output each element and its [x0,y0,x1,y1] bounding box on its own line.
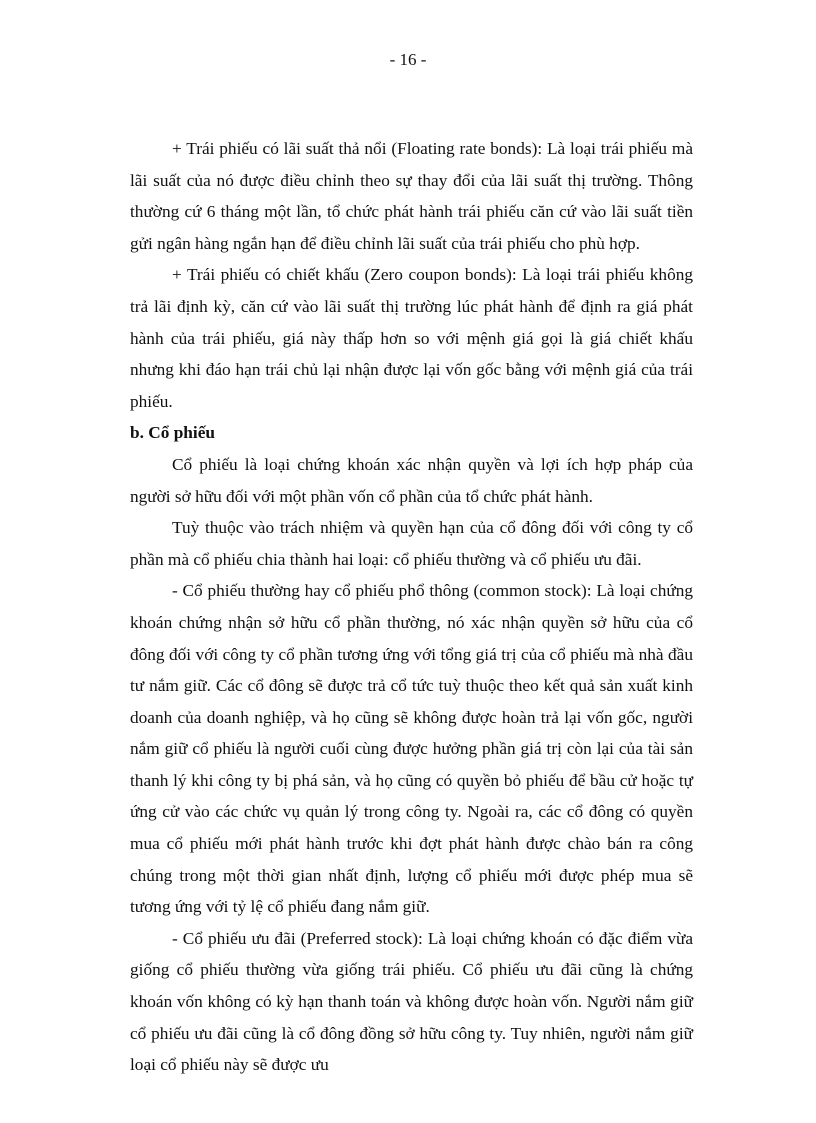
paragraph-stock-types: Tuỳ thuộc vào trách nhiệm và quyền hạn của cổ đông đối với công ty cổ phần mà cổ phiếu chia thành hai loại: cổ phiếu thường và cổ phiếu ưu đãi. [130,518,693,569]
paragraph-zero-coupon-bonds: + Trái phiếu có chiết khấu (Zero coupon bonds): Là loại trái phiếu không trả lãi định kỳ, căn cứ vào lãi suất thị trường lúc phát hành để định ra giá phát hành của trái phiếu, giá này thấp hơn so với mệnh giá gọi là giá chiết khấu nhưng khi đáo hạn trái chủ lại nhận được lại vốn gốc bằng với mệnh giá của trái phiếu. [130,265,693,411]
page-number: - 16 - [389,50,427,69]
document-body [130,133,693,1081]
paragraph-stock-definition: Cổ phiếu là loại chứng khoán xác nhận quyền và lợi ích hợp pháp của người sở hữu đối với một phần vốn cổ phần của tổ chức phát hành. [130,454,693,506]
paragraph-preferred-stock: - Cổ phiếu ưu đãi (Preferred stock): Là loại chứng khoán có đặc điểm vừa giống cổ phiếu thường vừa giống trái phiếu. Cổ phiếu ưu đãi cũng là chứng khoán vốn không có kỳ hạn thanh toán và không được hoàn vốn. Người nắm giữ cổ phiếu ưu đãi cũng là cổ đông đồng sở hữu công ty. Tuy nhiên, người nắm giữ loại cổ phiếu này sẽ được ưu [130,928,693,1075]
paragraph-floating-rate-bonds: + Trái phiếu có lãi suất thả nổi (Floating rate bonds): Là loại trái phiếu mà lãi suất của nó được điều chỉnh theo sự thay đổi của lãi suất thị trường. Thông thường cứ 6 tháng một lần, tổ chức phát hành trái phiếu căn cứ vào lãi suất tiền gửi ngân hàng ngắn hạn để điều chỉnh lãi suất của trái phiếu cho phù hợp. [130,139,693,253]
paragraph-common-stock: - Cổ phiếu thường hay cổ phiếu phổ thông (common stock): Là loại chứng khoán chứng nhận sở hữu cổ phần thường, nó xác nhận quyền sở hữu của cổ đông đối với công ty cổ phần tương ứng với tổng giá trị của cổ phiếu mà nhà đầu tư nắm giữ. Các cổ đông sẽ được trả cổ tức tuỳ thuộc theo kết quả sản xuất kinh doanh của doanh nghiệp, và họ cũng sẽ không được hoàn trả lại vốn gốc, người nắm giữ cổ phiếu là người cuối cùng được hưởng phần giá trị còn lại của tài sản thanh lý khi công ty bị phá sản, và họ cũng có quyền bỏ phiếu để bầu cử hoặc tự ứng cử vào các chức vụ quản lý trong công ty. Ngoài ra, các cổ đông có quyền mua cổ phiếu mới phát hành trước khi đợt phát hành được chào bán ra công chúng trong một thời gian nhất định, lượng cổ phiếu mới được phép mua sẽ tương ứng với tỷ lệ cổ phiếu đang nắm giữ. [130,581,693,917]
section-heading-stocks: b. Cổ phiếu [130,423,215,443]
